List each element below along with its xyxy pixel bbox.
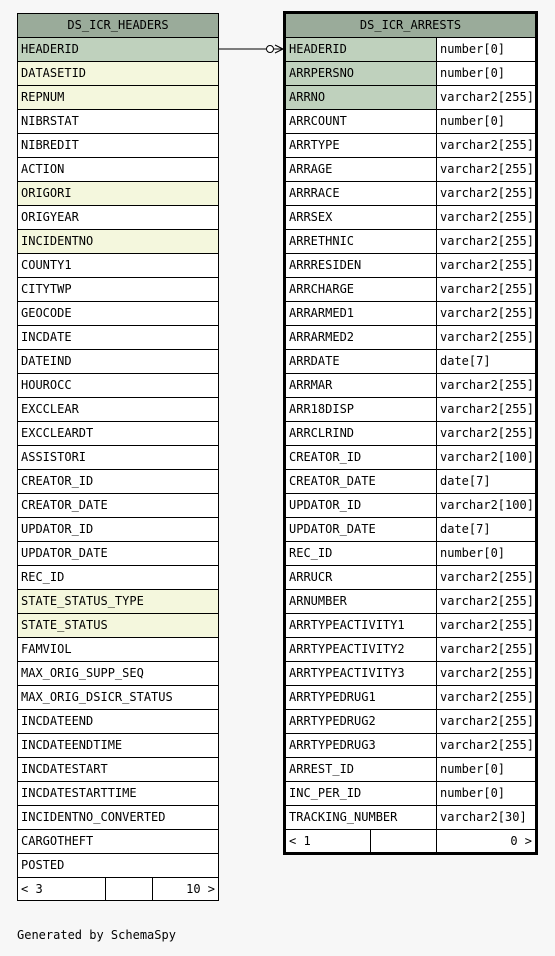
column-name: ARRRACE <box>286 182 437 205</box>
column-name: REPNUM <box>18 86 218 109</box>
column-name: ARRCOUNT <box>286 110 437 133</box>
table-row[interactable] <box>18 854 218 878</box>
column-type: varchar2[255] <box>440 90 534 104</box>
table-row[interactable] <box>286 302 535 326</box>
table-title: DS_ICR_ARRESTS <box>286 14 535 38</box>
column-type: varchar2[100] <box>440 498 534 512</box>
table-row[interactable] <box>18 302 218 326</box>
column-type: number[0] <box>440 114 506 128</box>
table-row[interactable] <box>18 278 218 302</box>
column-name: ARRSEX <box>286 206 437 229</box>
column-type: varchar2[255] <box>440 618 534 632</box>
column-type: varchar2[255] <box>440 690 534 704</box>
crows-foot-icon <box>275 45 283 49</box>
table-row[interactable] <box>18 734 218 758</box>
column-name: ARRAGE <box>286 158 437 181</box>
column-name: ARRCHARGE <box>286 278 437 301</box>
table-row[interactable] <box>286 710 535 734</box>
column-name: CREATOR_ID <box>286 446 437 469</box>
column-type: date[7] <box>440 354 491 368</box>
table-row[interactable] <box>18 470 218 494</box>
column-name: POSTED <box>21 858 65 872</box>
column-name: MAX_ORIG_SUPP_SEQ <box>21 666 144 680</box>
table-row[interactable] <box>286 470 535 494</box>
footer-spacer <box>371 830 437 852</box>
column-name: ARRUCR <box>286 566 437 589</box>
column-name: ARRTYPEDRUG3 <box>286 734 437 757</box>
column-name: INCDATEEND <box>21 714 94 728</box>
column-name: INCDATESTART <box>21 762 108 776</box>
column-type: number[0] <box>440 762 506 776</box>
column-name: CITYTWP <box>21 282 72 296</box>
column-type: varchar2[255] <box>440 210 534 224</box>
column-name: ARRPERSNO <box>286 62 437 85</box>
table-row[interactable] <box>18 710 218 734</box>
children-count[interactable]: 10 > <box>186 882 215 896</box>
table-row[interactable] <box>18 566 218 590</box>
table-row[interactable] <box>18 350 218 374</box>
column-type: varchar2[255] <box>440 594 534 608</box>
table-row[interactable] <box>18 830 218 854</box>
table-row[interactable] <box>18 590 218 614</box>
table-row[interactable] <box>18 326 218 350</box>
table-row[interactable] <box>18 38 218 62</box>
table-row[interactable] <box>18 614 218 638</box>
table-row[interactable] <box>286 590 535 614</box>
column-name: ARR18DISP <box>286 398 437 421</box>
table-row[interactable] <box>18 398 218 422</box>
column-type: number[0] <box>440 66 506 80</box>
column-name: REC_ID <box>21 570 65 584</box>
column-name: COUNTY1 <box>21 258 72 272</box>
table-row[interactable] <box>286 182 535 206</box>
table-row[interactable] <box>18 110 218 134</box>
table-row[interactable] <box>286 86 535 110</box>
table-row[interactable] <box>18 374 218 398</box>
column-name: STATE_STATUS <box>18 614 218 637</box>
table-row[interactable] <box>286 62 535 86</box>
table-row[interactable] <box>18 686 218 710</box>
table-row[interactable] <box>286 230 535 254</box>
table-row[interactable] <box>18 662 218 686</box>
column-name: ARRTYPEACTIVITY2 <box>286 638 437 661</box>
table-row[interactable] <box>286 542 535 566</box>
table-row[interactable] <box>18 62 218 86</box>
column-type: varchar2[255] <box>440 186 534 200</box>
column-type: varchar2[255] <box>440 234 534 248</box>
table-row[interactable] <box>18 494 218 518</box>
table-row[interactable] <box>286 782 535 806</box>
table-footer <box>286 830 535 852</box>
column-name: CARGOTHEFT <box>21 834 94 848</box>
table-row[interactable] <box>286 614 535 638</box>
column-type: varchar2[255] <box>440 282 534 296</box>
table-row[interactable] <box>18 134 218 158</box>
column-name: STATE_STATUS_TYPE <box>18 590 218 613</box>
table-row[interactable] <box>286 326 535 350</box>
column-name: EXCCLEAR <box>21 402 79 416</box>
column-type: number[0] <box>440 42 506 56</box>
column-type: varchar2[100] <box>440 450 534 464</box>
table-row[interactable] <box>286 518 535 542</box>
table-row[interactable] <box>286 254 535 278</box>
column-type: number[0] <box>440 546 506 560</box>
table-row[interactable] <box>18 158 218 182</box>
table-row[interactable] <box>286 446 535 470</box>
column-name: INCDATE <box>21 330 72 344</box>
column-name: NIBRSTAT <box>21 114 79 128</box>
column-name: ARRARMED1 <box>286 302 437 325</box>
column-type: varchar2[255] <box>440 162 534 176</box>
column-name: CREATOR_ID <box>21 474 94 488</box>
column-name: INCDATEENDTIME <box>21 738 123 752</box>
column-name: ARRMAR <box>286 374 437 397</box>
table-row[interactable] <box>286 398 535 422</box>
table-row[interactable] <box>286 158 535 182</box>
table-row[interactable] <box>286 350 535 374</box>
column-name: FAMVIOL <box>21 642 72 656</box>
column-type: date[7] <box>440 474 491 488</box>
column-name: HOUROCC <box>21 378 72 392</box>
table-row[interactable] <box>286 110 535 134</box>
column-name: HEADERID <box>286 38 437 61</box>
column-type: varchar2[255] <box>440 666 534 680</box>
column-type: varchar2[255] <box>440 402 534 416</box>
column-name: EXCCLEARDT <box>21 426 94 440</box>
column-name: ARRRESIDEN <box>286 254 437 277</box>
column-name: INCIDENTNO <box>18 230 218 253</box>
column-type: varchar2[255] <box>440 138 534 152</box>
table-row[interactable] <box>286 494 535 518</box>
column-name: ARRCLRIND <box>286 422 437 445</box>
table-row[interactable] <box>18 182 218 206</box>
table-ds-icr-arrests <box>283 11 538 855</box>
zero-or-many-circle-icon <box>267 46 274 53</box>
column-type: varchar2[255] <box>440 426 534 440</box>
column-name: REC_ID <box>286 542 437 565</box>
column-name: ARRNO <box>286 86 437 109</box>
column-name: DATASETID <box>18 62 218 85</box>
column-name: ARREST_ID <box>286 758 437 781</box>
column-name: INCDATESTARTTIME <box>21 786 137 800</box>
column-name: ARRTYPEACTIVITY3 <box>286 662 437 685</box>
table-row[interactable] <box>18 782 218 806</box>
column-type: varchar2[30] <box>440 810 527 824</box>
column-name: ARRARMED2 <box>286 326 437 349</box>
column-name: UPDATOR_DATE <box>286 518 437 541</box>
table-row[interactable] <box>18 86 218 110</box>
table-row[interactable] <box>286 734 535 758</box>
table-row[interactable] <box>286 422 535 446</box>
column-name: INC_PER_ID <box>286 782 437 805</box>
column-type: varchar2[255] <box>440 738 534 752</box>
table-row[interactable] <box>18 806 218 830</box>
table-row[interactable] <box>286 566 535 590</box>
column-type: varchar2[255] <box>440 330 534 344</box>
table-row[interactable] <box>286 686 535 710</box>
table-row[interactable] <box>18 254 218 278</box>
column-name: ARNUMBER <box>286 590 437 613</box>
column-name: GEOCODE <box>21 306 72 320</box>
column-name: INCIDENTNO_CONVERTED <box>21 810 166 824</box>
table-footer <box>18 878 218 900</box>
column-name: HEADERID <box>18 38 218 61</box>
column-name: ARRTYPEDRUG1 <box>286 686 437 709</box>
column-type: number[0] <box>440 786 506 800</box>
table-row[interactable] <box>18 542 218 566</box>
column-type: varchar2[255] <box>440 570 534 584</box>
table-row[interactable] <box>286 662 535 686</box>
column-name: ORIGYEAR <box>21 210 79 224</box>
column-type: varchar2[255] <box>440 306 534 320</box>
table-row[interactable] <box>18 422 218 446</box>
column-name: DATEIND <box>21 354 72 368</box>
table-row[interactable] <box>18 638 218 662</box>
column-type: varchar2[255] <box>440 642 534 656</box>
table-row[interactable] <box>18 230 218 254</box>
table-row[interactable] <box>286 374 535 398</box>
parents-count[interactable]: < 1 <box>286 830 371 852</box>
table-row[interactable] <box>286 38 535 62</box>
column-name: CREATOR_DATE <box>21 498 108 512</box>
column-name: ACTION <box>21 162 65 176</box>
column-name: ARRTYPEACTIVITY1 <box>286 614 437 637</box>
column-type: varchar2[255] <box>440 378 534 392</box>
column-name: ARRDATE <box>286 350 437 373</box>
table-row[interactable] <box>286 806 535 830</box>
table-row[interactable] <box>286 134 535 158</box>
footer-spacer <box>106 878 153 900</box>
column-name: UPDATOR_ID <box>21 522 94 536</box>
table-ds-icr-headers <box>17 13 219 901</box>
table-row[interactable] <box>286 206 535 230</box>
column-name: UPDATOR_DATE <box>21 546 108 560</box>
table-title: DS_ICR_HEADERS <box>18 14 218 38</box>
children-count[interactable]: 0 > <box>510 834 532 848</box>
column-name: TRACKING_NUMBER <box>286 806 437 829</box>
column-name: UPDATOR_ID <box>286 494 437 517</box>
column-name: CREATOR_DATE <box>286 470 437 493</box>
generated-by-footer: Generated by SchemaSpy <box>17 928 176 942</box>
column-name: ARRTYPE <box>286 134 437 157</box>
table-row[interactable] <box>18 206 218 230</box>
table-row[interactable] <box>18 446 218 470</box>
column-type: date[7] <box>440 522 491 536</box>
parents-count[interactable]: < 3 <box>18 878 106 900</box>
table-row[interactable] <box>18 758 218 782</box>
column-type: varchar2[255] <box>440 258 534 272</box>
table-row[interactable] <box>18 518 218 542</box>
table-row[interactable] <box>286 758 535 782</box>
column-name: NIBREDIT <box>21 138 79 152</box>
column-name: ORIGORI <box>18 182 218 205</box>
column-name: ARRTYPEDRUG2 <box>286 710 437 733</box>
table-row[interactable] <box>286 638 535 662</box>
column-name: ARRETHNIC <box>286 230 437 253</box>
column-name: MAX_ORIG_DSICR_STATUS <box>21 690 173 704</box>
table-row[interactable] <box>286 278 535 302</box>
column-name: ASSISTORI <box>21 450 87 464</box>
column-type: varchar2[255] <box>440 714 534 728</box>
